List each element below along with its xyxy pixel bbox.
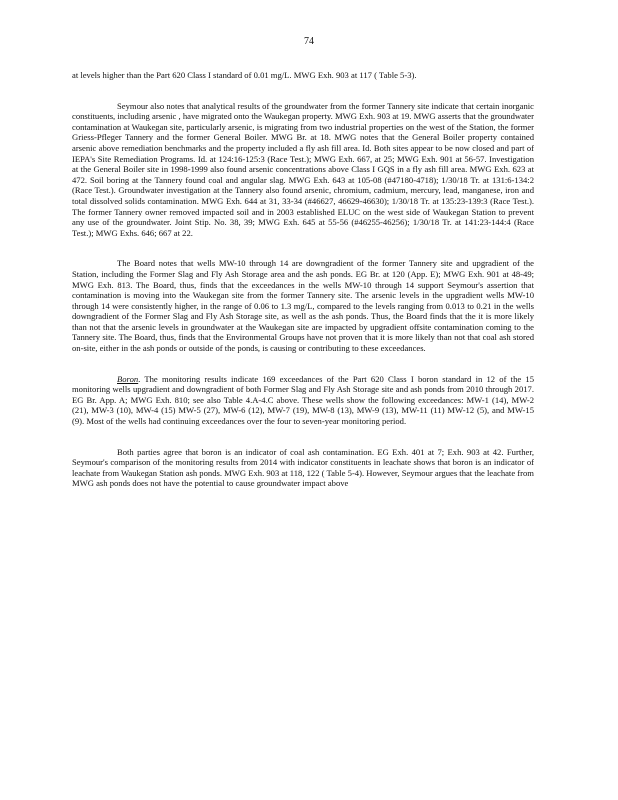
document-body [72,70,534,509]
paragraph-boron-text: . The monitoring results indicate 169 exceedances of the Part 620 Class I boron standard in 12 of the 15 monitoring wells upgradient and downgradient of both Former Slag and Fly Ash Storage site and ash ponds from 2010 through 2017. EG Br. App. A; MWG Exh. 810; see also Table 4.A-4.C above. These wells show the following exceedances: MW-1 (14), MW-2 (21), MW-3 (10), MW-4 (15) MW-5 (27), MW-6 (12), MW-7 (19), MW-8 (13), MW-9 (13), MW-11 (11) MW-12 (5), and MW-15 (9). Most of the wells had continuing exceedances over the four to seven-year monitoring period. [72,373,534,427]
paragraph-boron [72,374,534,427]
paragraph-continuation: at levels higher than the Part 620 Class I standard of 0.01 mg/L. MWG Exh. 903 at 117 ( Table 5-3). [72,70,417,80]
paragraph-board-wells: The Board notes that wells MW-10 through 14 are downgradient of the former Tannery site and upgradient of the Station, including the Former Slag and Fly Ash Storage area and the ash ponds. EG Br. at 120 (App. E); MWG Exh. 901 at 48-49; MWG Exh. 813. The Board, thus, finds that the exceedances in the wells MW-10 through 14 support Seymour's assertion that contamination is moving into the Waukegan site from the former Tannery site. The arsenic levels in the upgradient wells MW-10 through 14 were consistently higher, in the range of 0.06 to 1.3 mg/L, compared to the levels ranging from 0.013 to 0.21 in the wells downgradient of the Former Slag and Fly Ash Storage site, as well as the ash ponds. Thus, the Board finds that the it is more likely than not that the arsenic levels in groundwater at the Waukegan site are impacted by upgradient offsite contamination coming to the Tannery site. The Board, thus, finds that the Environmental Groups have not proven that it is more likely than not that coal ash stored on-site, either in the ash ponds or outside of the ponds, is causing or contributing to these exceedances. [72,258,534,354]
page-number: 74 [304,36,314,47]
paragraph-boron-indicator: Both parties agree that boron is an indicator of coal ash contamination. EG Exh. 401 at 7; Exh. 903 at 42. Further, Seymour's comparison of the monitoring results from 2014 with indicator constituents in leachate shows that boron is an indicator of leachate from Waukegan Station ash ponds. MWG Exh. 903 at 118, 122 ( Table 5-4). However, Seymour argues that the leachate from MWG ash ponds does not have the potential to cause groundwater impact above [72,446,534,489]
paragraph-seymour-tannery: Seymour also notes that analytical results of the groundwater from the former Tannery site indicate that certain inorganic constituents, including arsenic , have migrated onto the Waukegan property. MWG Exh. 903 at 19. MWG asserts that the groundwater contamination at Waukegan site, particularly arsenic, is migrating from two industrial properties on the west of the Station, the former Griess-Pfleger Tannery and the former General Boiler. MWG Br. at 18. MWG notes that the General Boiler property contained arsenic above remediation benchmarks and the property included a fly ash fill area. Id. Both sites appear to be now closed and part of IEPA's Site Remediation Programs. Id. at 124:16-125:3 (Race Test.); MWG Exh. 667, at 25; MWG Exh. 901 at 56-57. Investigation at the General Boiler site in 1998-1999 also found arsenic concentrations above Class I GQS in a fly ash fill area. MWG Exh. 623 at 472. Soil boring at the Tannery found coal and angular slag. MWG Exh. 643 at 105-08 (#47180-4718); 1/30/18 Tr. at 131:6-134:2 (Race Test.). Groundwater investigation at the Tannery also found arsenic, chromium, cadmium, mercury, lead, manganese, iron and total dissolved solids contamination. MWG Exh. 644 at 31, 33-34 (#46627, 46629-46630); 1/30/18 Tr. at 135:23-139:3 (Race Test.). The former Tannery owner removed impacted soil and in 2003 established ELUC on the west side of Waukegan Station to prevent any use of the groundwater. Joint Stip. No. 38, 39; MWG Exh. 645 at 55-56 (#46255-46256); 1/30/18 Tr. at 141:23-144:4 (Race Test.); MWG Exhs. 646; 667 at 22. [72,100,534,238]
section-heading-boron: Boron [117,373,139,384]
